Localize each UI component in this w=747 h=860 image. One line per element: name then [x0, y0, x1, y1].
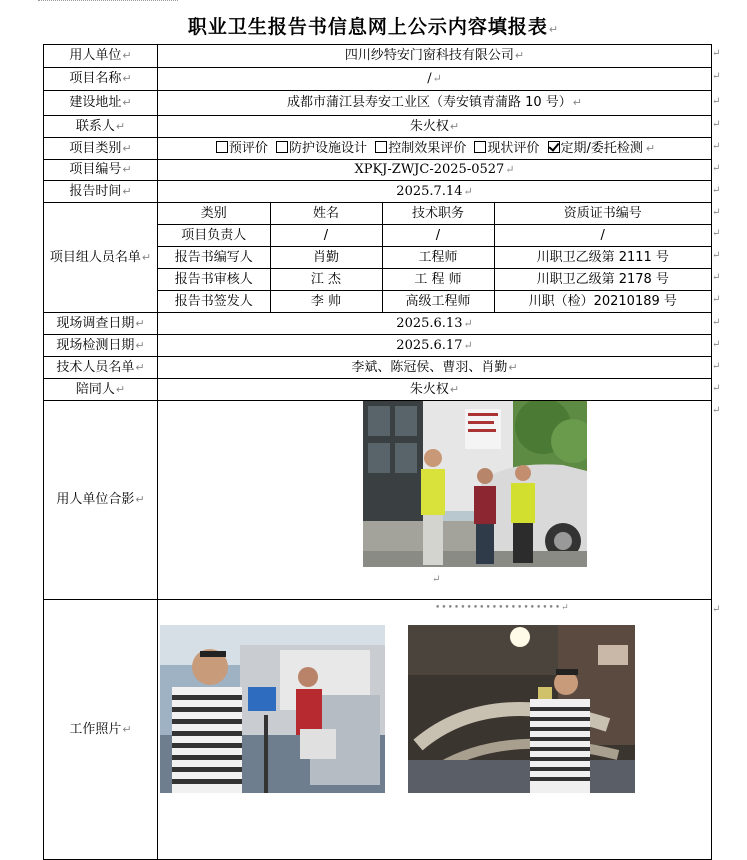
employer-label: 用人单位↵ — [44, 45, 158, 68]
checkbox-periodic-testing[interactable] — [548, 141, 560, 153]
document-title: 职业卫生报告书信息网上公示内容填报表↵ — [187, 16, 560, 38]
checkbox-protection-design[interactable] — [276, 141, 288, 153]
row-escort — [44, 379, 712, 401]
contact-value: 朱火权↵ — [158, 116, 712, 138]
option-pre-evaluation[interactable]: 预评价 — [216, 141, 268, 156]
team-role: 报告书签发人 — [158, 291, 270, 313]
row-survey-date — [44, 313, 712, 335]
survey-date-value: 2025.6.13↵ — [158, 313, 712, 335]
group-photo — [363, 401, 587, 567]
row-team — [44, 203, 712, 313]
dotted-leader: ••••••••••••••••••••↵ — [435, 603, 570, 613]
row-project-no — [44, 160, 712, 181]
escort-value: 朱火权↵ — [158, 379, 712, 401]
address-value: 成都市蒲江县寿安工业区（寿安镇青蒲路 10 号）↵ — [158, 91, 712, 116]
project-type-label: 项目类别↵ — [44, 138, 158, 160]
team-name: 江 杰 — [270, 269, 382, 291]
team-header-role: 类别 — [158, 203, 270, 225]
row-address — [44, 91, 712, 116]
team-cert: / — [494, 225, 711, 247]
row-report-time — [44, 181, 712, 203]
team-role: 项目负责人 — [158, 225, 270, 247]
report-time-value: 2025.7.14↵ — [158, 181, 712, 203]
row-technicians — [44, 357, 712, 379]
row-contact — [44, 116, 712, 138]
work-photo-1-image — [160, 625, 385, 793]
team-title: / — [382, 225, 494, 247]
project-no-label: 项目编号↵ — [44, 160, 158, 181]
option-protection-design[interactable]: 防护设施设计 — [276, 141, 367, 156]
team-table — [158, 203, 711, 312]
work-photo-1 — [160, 625, 385, 793]
report-time-label: 报告时间↵ — [44, 181, 158, 203]
team-header-title: 技术职务 — [382, 203, 494, 225]
header-rule — [38, 0, 178, 4]
work-photo-2 — [408, 625, 635, 793]
team-role: 报告书编写人 — [158, 247, 270, 269]
team-name: / — [270, 225, 382, 247]
row-project-type — [44, 138, 712, 160]
checkbox-status-evaluation[interactable] — [474, 141, 486, 153]
option-periodic-testing[interactable]: 定期/委托检测 — [548, 141, 643, 156]
team-row — [158, 269, 711, 291]
team-cert: 川职卫乙级第 2111 号 — [494, 247, 711, 269]
team-header-row — [158, 203, 711, 225]
row-employer — [44, 45, 712, 68]
row-project-name — [44, 68, 712, 91]
test-date-value: 2025.6.17↵ — [158, 335, 712, 357]
contact-label: 联系人↵ — [44, 116, 158, 138]
technicians-value: 李斌、陈冠侯、曹羽、肖勤↵ — [158, 357, 712, 379]
team-cell — [158, 203, 712, 313]
option-control-effect[interactable]: 控制效果评价 — [375, 141, 466, 156]
team-role: 报告书审核人 — [158, 269, 270, 291]
work-photos-label: 工作照片↵ — [44, 600, 158, 860]
checkbox-pre-evaluation[interactable] — [216, 141, 228, 153]
work-photo-2-image — [408, 625, 635, 793]
survey-date-label: 现场调查日期↵ — [44, 313, 158, 335]
team-row — [158, 225, 711, 247]
team-title: 工 程 师 — [382, 269, 494, 291]
option-status-evaluation[interactable]: 现状评价 — [474, 141, 539, 156]
team-row — [158, 291, 711, 313]
team-header-cert: 资质证书编号 — [494, 203, 711, 225]
team-cert: 川职卫乙级第 2178 号 — [494, 269, 711, 291]
address-label: 建设地址↵ — [44, 91, 158, 116]
team-title: 工程师 — [382, 247, 494, 269]
team-label: 项目组人员名单↵ — [44, 203, 158, 313]
team-row — [158, 247, 711, 269]
group-photo-image — [363, 401, 587, 567]
team-header-name: 姓名 — [270, 203, 382, 225]
group-photo-label: 用人单位合影↵ — [44, 401, 158, 600]
test-date-label: 现场检测日期↵ — [44, 335, 158, 357]
project-name-value: /↵ — [158, 68, 712, 91]
team-name: 肖勤 — [270, 247, 382, 269]
document-title-text: 职业卫生报告书信息网上公示内容填报表 — [187, 16, 548, 38]
technicians-label: 技术人员名单↵ — [44, 357, 158, 379]
checkbox-control-effect[interactable] — [375, 141, 387, 153]
project-type-options: 预评价 防护设施设计 控制效果评价 现状评价 定期/委托检测 ↵ — [158, 138, 712, 160]
team-name: 李 帅 — [270, 291, 382, 313]
escort-label: 陪同人↵ — [44, 379, 158, 401]
team-title: 高级工程师 — [382, 291, 494, 313]
project-no-value: XPKJ-ZWJC-2025-0527↵ — [158, 160, 712, 181]
project-name-label: 项目名称↵ — [44, 68, 158, 91]
team-cert: 川职（检）20210189 号 — [494, 291, 711, 313]
employer-value: 四川纱特安门窗科技有限公司↵ — [158, 45, 712, 68]
row-test-date — [44, 335, 712, 357]
